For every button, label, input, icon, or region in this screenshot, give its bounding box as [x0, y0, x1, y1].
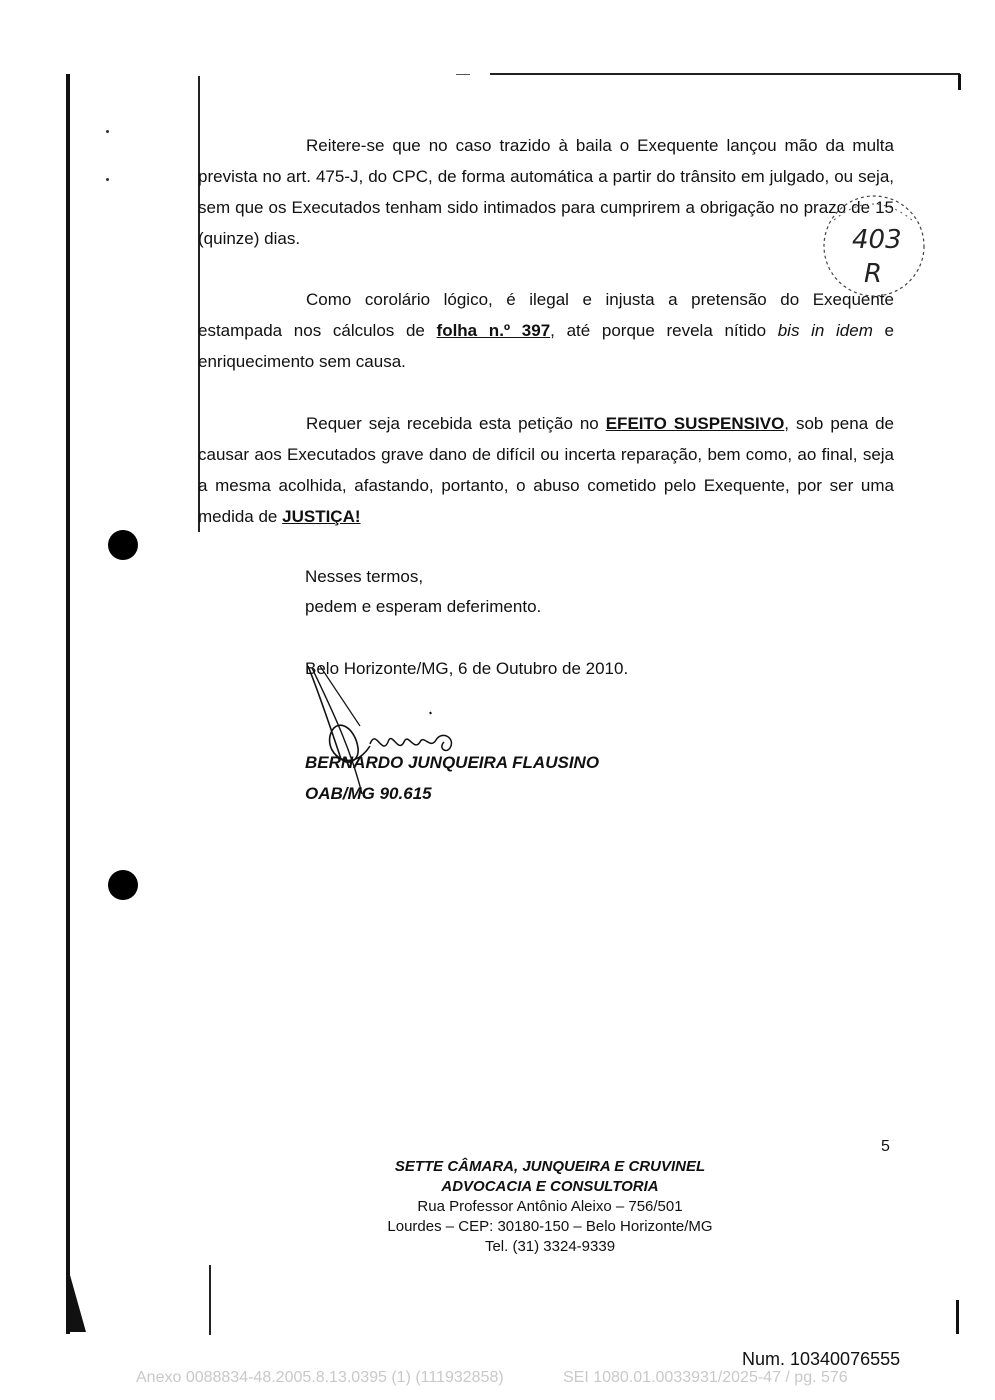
stamp-initial: R: [864, 259, 883, 289]
bottom-right-tick: [956, 1300, 959, 1334]
sei-reference: SEI 1080.01.0033931/2025-47 / pg. 576: [563, 1369, 848, 1386]
paragraph-text: Reitere-se que no caso trazido à baila o Exequente lançou mão da multa prevista no art. 475-J, do CPC, de forma automática a partir do trânsito em julgado, ou seja, sem que os Executados tenham sido intimados para cumprirem a obrigação no prazo de 15 (quinze) dias.: [198, 136, 894, 248]
top-rule: [490, 73, 960, 75]
firm-address-1: Rua Professor Antônio Aleixo – 756/501: [417, 1198, 683, 1215]
signer-oab: OAB/MG 90.615: [305, 784, 432, 803]
punch-hole: [108, 870, 138, 900]
firm-name: SETTE CÂMARA, JUNQUEIRA E CRUVINEL: [394, 1158, 706, 1175]
closing-line-2: pedem e esperam deferimento.: [305, 597, 542, 616]
firm-subtitle: ADVOCACIA E CONSULTORIA: [441, 1178, 659, 1195]
stamp-number: 403: [852, 225, 902, 255]
justica: JUSTIÇA!: [282, 507, 361, 526]
paragraph-text: Como corolário lógico, é ilegal e injusta a pretensão do Exequente estampada nos cálculos de: [198, 290, 894, 340]
top-right-tick: [958, 74, 961, 90]
letterhead-footer: [300, 1157, 800, 1257]
paragraph-1: [198, 130, 894, 254]
scan-edge-bar: [66, 74, 70, 1334]
paragraph-3: [198, 408, 894, 532]
speck: [106, 130, 109, 133]
paragraph-text: , sob pena de causar aos Executados grave dano de difícil ou incerta reparação, bem como, ao final, seja a mesma acolhida, afastando, portanto, o abuso cometido pelo Exequente, por ser uma medida de: [198, 414, 895, 526]
paragraph-2: [198, 284, 894, 377]
paragraph-text: Requer seja recebida esta petição no: [306, 414, 606, 433]
signer-name: BERNARDO JUNQUEIRA FLAUSINO: [305, 753, 600, 772]
efeito-suspensivo: EFEITO SUSPENSIVO: [605, 414, 785, 433]
speck: [106, 178, 109, 181]
latin-term: bis in idem: [777, 321, 873, 340]
paragraph-text: e enriquecimento sem causa.: [198, 321, 895, 371]
closing-line-1: Nesses termos,: [305, 567, 424, 586]
punch-hole: [108, 530, 138, 560]
firm-phone: Tel. (31) 3324-9339: [484, 1238, 616, 1255]
paragraph-text: , até porque revela nítido: [550, 321, 778, 340]
annex-reference: Anexo 0088834-48.2005.8.13.0395 (1) (111932858): [136, 1369, 504, 1386]
document-num: Num. 10340076555: [742, 1349, 901, 1369]
scan-edge-wedge: [68, 1268, 86, 1332]
top-dash: [456, 74, 470, 75]
firm-address-2: Lourdes – CEP: 30180-150 – Belo Horizonte/MG: [387, 1218, 713, 1235]
folha-reference: folha n.º 397: [436, 321, 551, 340]
place-date: Belo Horizonte/MG, 6 de Outubro de 2010.: [305, 659, 629, 678]
page-number: 5: [881, 1138, 890, 1155]
margin-line-bottom: [209, 1265, 211, 1335]
